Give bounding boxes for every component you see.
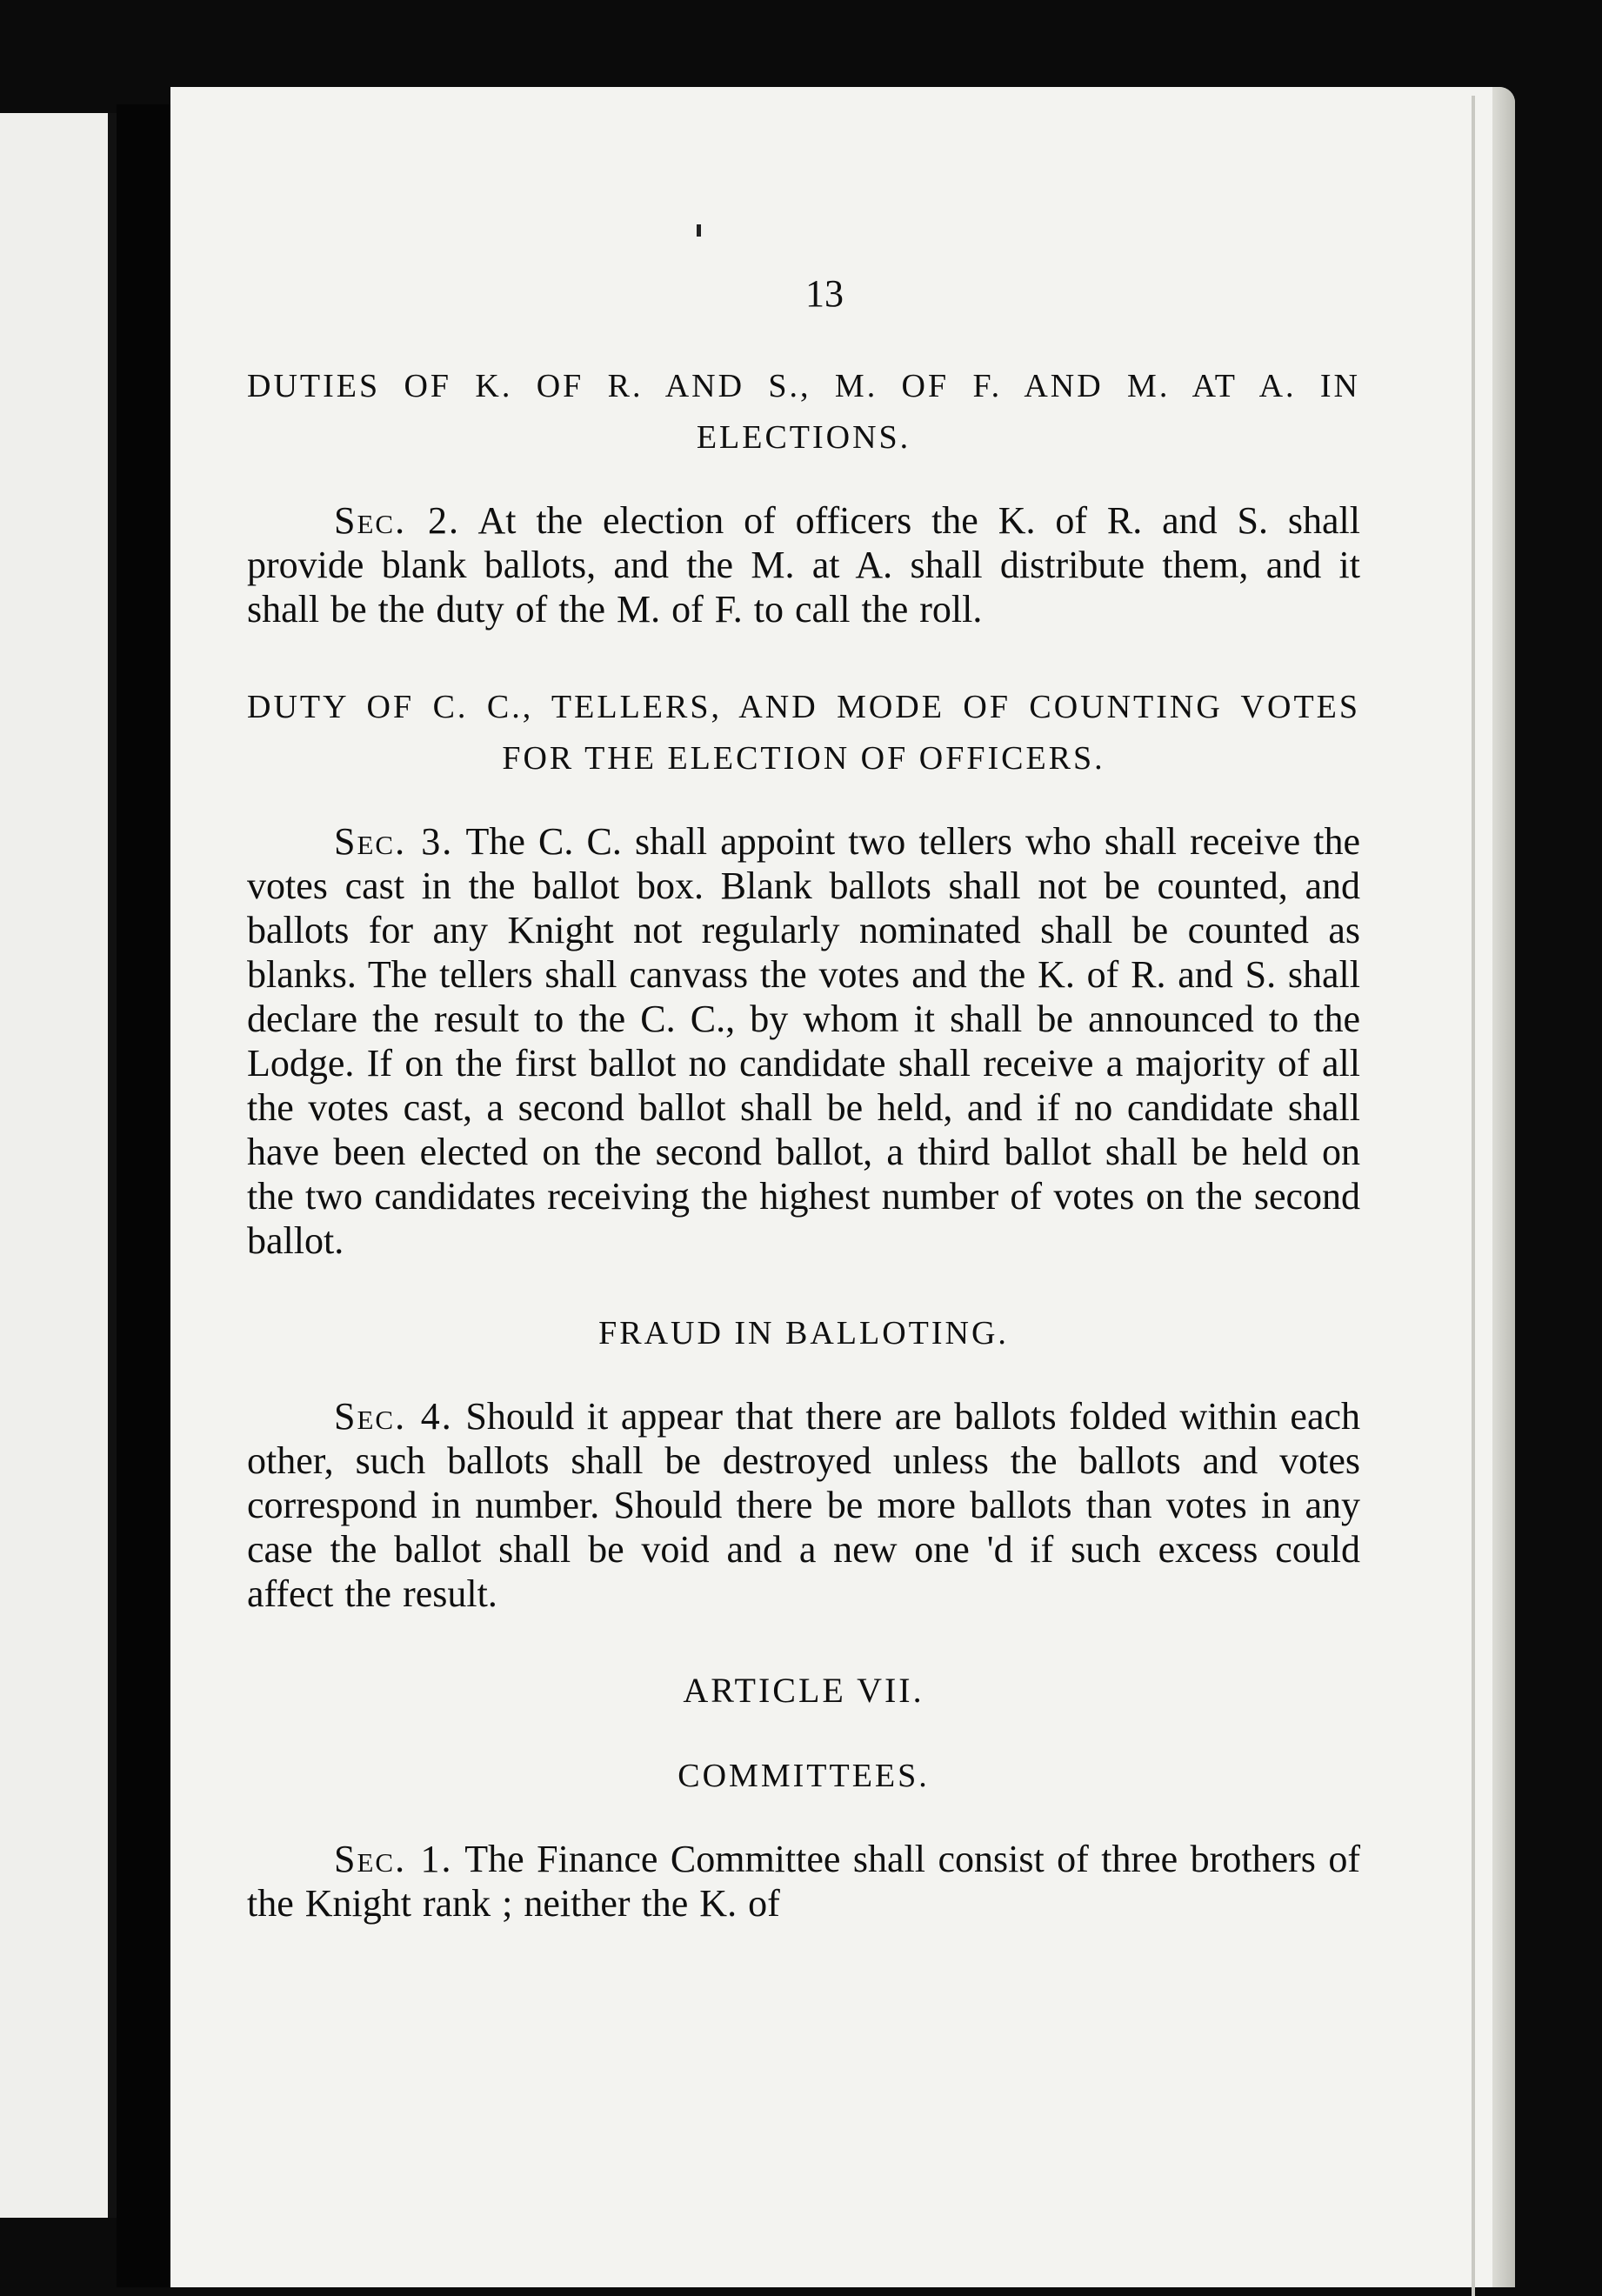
section-2: [247, 498, 1360, 631]
facing-page-edge: [108, 113, 117, 2218]
article-heading: ARTICLE VII.: [683, 1671, 924, 1710]
page-content: [247, 271, 1360, 1926]
section-3: [247, 819, 1360, 1263]
section-1-text: The Finance Committee shall consist of three brothers of the Knight rank ; neither the K. of: [247, 1838, 1360, 1925]
section-4-text: Should it appear that there are ballots folded within each other, such ballots shall be destroyed unless the ballots and votes correspond in number. Should there be more ballots than votes in any case the ballot shall be void and a new one 'd if such excess could affect the result.: [247, 1395, 1360, 1615]
facing-page: [0, 113, 111, 2218]
section-2-text: At the election of officers the K. of R. and S. shall provide blank ballots, and the M. at A. shall distribute them, and it shall be the duty of the M. of F. to call the roll.: [247, 499, 1360, 631]
section-2-label: Sec. 2.: [334, 499, 460, 542]
page-edge-line: [1472, 96, 1475, 2296]
book-page: [170, 87, 1515, 2287]
ink-speck: [697, 224, 701, 237]
section-4: [247, 1394, 1360, 1616]
section-1-label: Sec. 1.: [334, 1838, 453, 1880]
page-right-shadow: [1492, 87, 1515, 2287]
section-3-text: The C. C. shall appoint two tellers who shall receive the votes cast in the ballot box. Blank ballots shall not be counted, and ballots for any Knight not regularly nominated shall be counted as blanks. The tellers shall canvass the votes and the K. of R. and S. shall declare the result to the C. C., by whom it shall be announced to the Lodge. If on the first ballot no candidate shall receive a majority of all the votes cast, a second ballot shall be held, and if no candidate shall have been elected on the second ballot, a third ballot shall be held on the two candidates receiving the highest number of votes on the second ballot.: [247, 820, 1360, 1262]
heading-counting-votes: DUTY OF C. C., TELLERS, AND MODE OF COUNTING VOTES FOR THE ELECTION OF OFFICERS.: [247, 689, 1360, 777]
section-1: [247, 1837, 1360, 1926]
section-4-label: Sec. 4.: [334, 1395, 453, 1438]
heading-committees: COMMITTEES.: [678, 1758, 930, 1794]
heading-duties-in-elections: DUTIES OF K. OF R. AND S., M. OF F. AND M. AT A. IN ELECTIONS.: [247, 368, 1360, 456]
page-number: 13: [805, 272, 844, 315]
heading-fraud-in-balloting: FRAUD IN BALLOTING.: [598, 1315, 1009, 1352]
book-gutter: [117, 104, 177, 2287]
section-3-label: Sec. 3.: [334, 820, 454, 863]
